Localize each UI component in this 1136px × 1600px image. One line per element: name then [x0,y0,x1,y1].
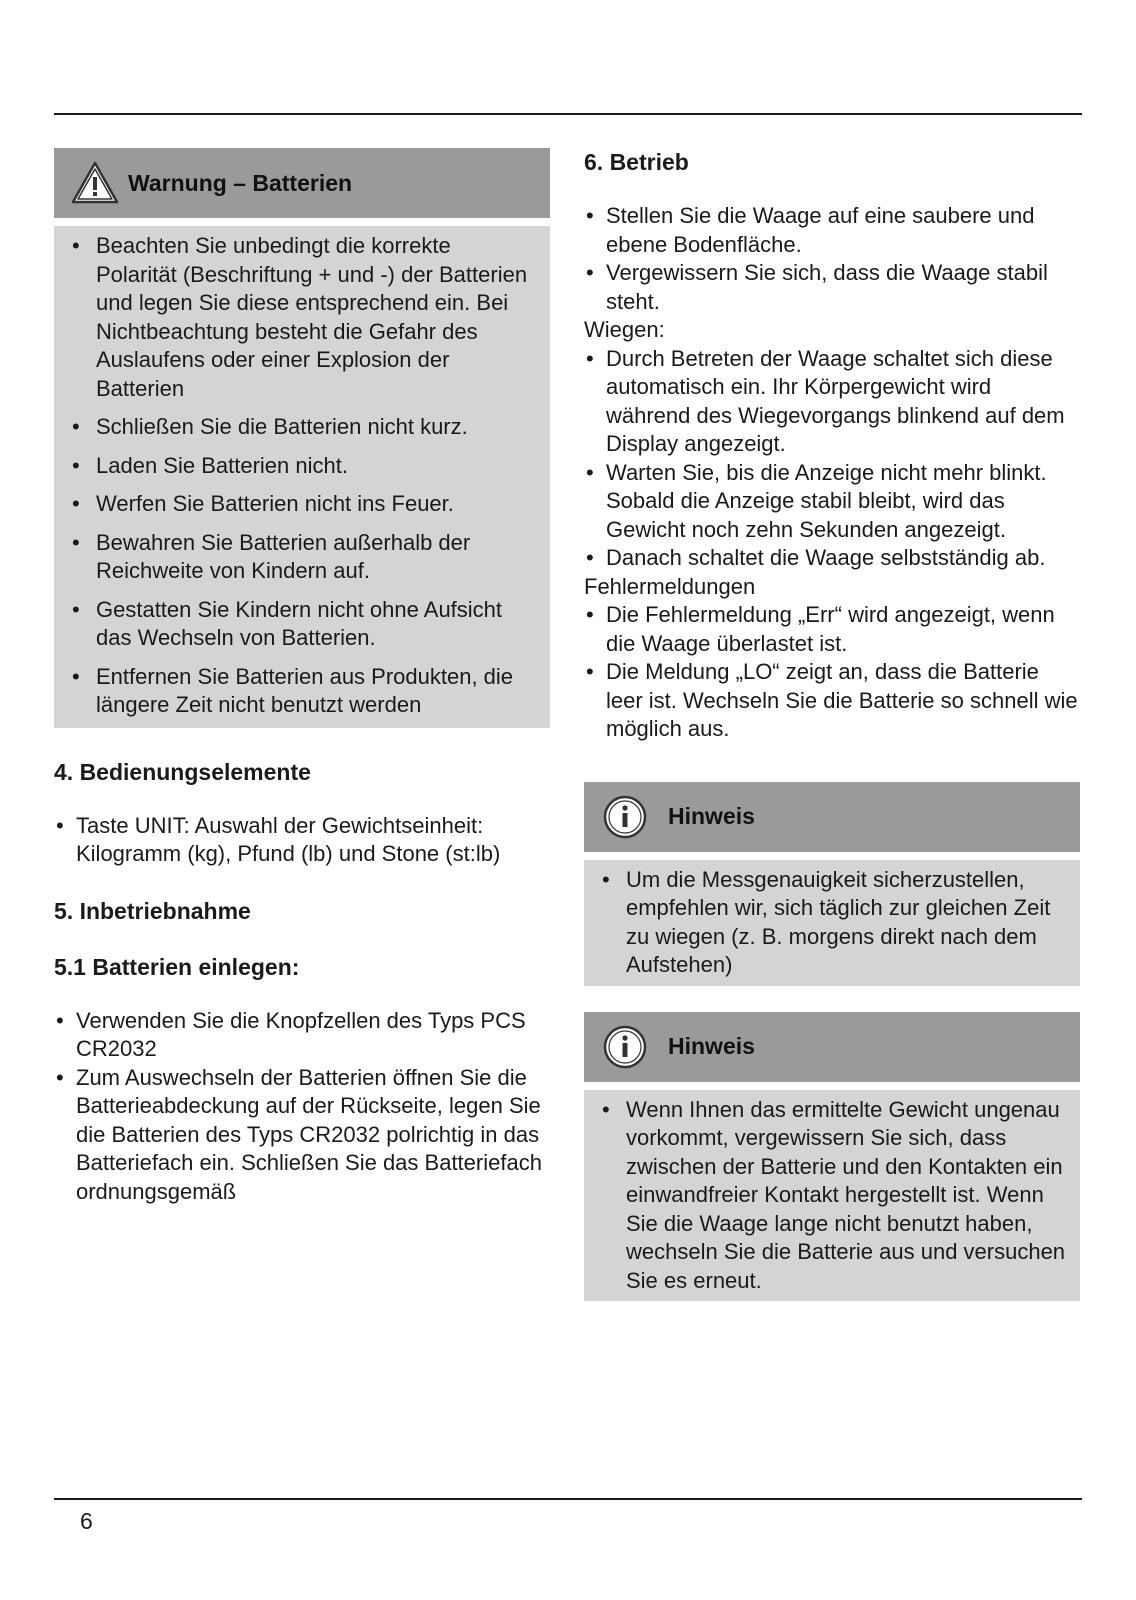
section-6-heading: 6. Betrieb [584,149,689,175]
note-title: Hinweis [668,1033,755,1059]
note-header [584,782,1080,852]
list-item: • Zum Auswechseln der Batterien öffnen Sie die Batterieabdeckung auf der Rückseite, legen Sie die Batterien des Typs CR2032 polrichtig in das Batteriefach ein. Schließen Sie das Batteriefach ordnungsgemäß [54,1064,550,1207]
list-item: • Warten Sie, bis die Anzeige nicht mehr blinkt. Sobald die Anzeige stabil bleibt, wird das Gewicht noch zehn Sekunden angezeigt. [584,459,1080,545]
list-item: • Vergewissern Sie sich, dass die Waage stabil steht. [584,259,1080,316]
left-column [54,148,550,1206]
warning-item: • Bewahren Sie Batterien außerhalb der Reichweite von Kindern auf. [72,529,536,586]
list-item: • Stellen Sie die Waage auf eine saubere und ebene Bodenfläche. [584,202,1080,259]
list-item: • Danach schaltet die Waage selbstständig ab. [584,544,1080,573]
note-item: • Wenn Ihnen das ermittelte Gewicht ungenau vorkommt, vergewissern Sie sich, dass zwischen der Batterie und den Kontakten ein einwandfreier Kontakt hergestellt ist. Wenn Sie die Waage lange nicht benutzt haben, wechseln Sie die Batterie aus und versuchen Sie es erneut. [602,1096,1066,1296]
warning-item: • Schließen Sie die Batterien nicht kurz. [72,413,536,442]
section-6-list-c [584,601,1080,744]
warning-item: • Werfen Sie Batterien nicht ins Feuer. [72,490,536,519]
note-item: • Um die Messgenauigkeit sicherzustellen, empfehlen wir, sich täglich zur gleichen Zeit zu wiegen (z. B. morgens direkt nach dem Aufstehen) [602,866,1066,980]
section-6-list-a [584,202,1080,316]
note-body [584,1090,1080,1302]
note-box [584,1012,1080,1302]
section-5-1-heading: 5.1 Batterien einlegen: [54,953,300,980]
section-5-heading: 5. Inbetriebnahme [54,897,251,924]
warning-item: • Gestatten Sie Kindern nicht ohne Aufsicht das Wechseln von Batterien. [72,596,536,653]
section-4-list [54,812,550,869]
list-item: • Durch Betreten der Waage schaltet sich diese automatisch ein. Ihr Körpergewicht wird während des Wiegevorgangs blinkend auf dem Display angezeigt. [584,345,1080,459]
warning-title: Warnung – Batterien [128,169,353,196]
section-4-heading: 4. Bedienungselemente [54,758,311,785]
warning-triangle-icon [68,156,122,210]
warning-item: • Laden Sie Batterien nicht. [72,452,536,481]
info-icon [598,790,652,844]
section-6-list-b [584,345,1080,573]
header-rule [54,113,1082,115]
list-item: • Verwenden Sie die Knopfzellen des Typs PCS CR2032 [54,1007,550,1064]
warning-header [54,148,550,218]
note-header [584,1012,1080,1082]
section-5-list [54,1007,550,1207]
info-icon [598,1020,652,1074]
list-item: • Taste UNIT: Auswahl der Gewichtseinheit: Kilogramm (kg), Pfund (lb) und Stone (st:lb) [54,812,550,869]
warning-item: • Beachten Sie unbedingt die korrekte Polarität (Beschriftung + und -) der Batterien und legen Sie diese entsprechend ein. Bei Nichtbeachtung besteht die Gefahr des Auslaufens oder einer Explosion der Batterien [72,232,536,403]
list-item: • Die Fehlermeldung „Err“ wird angezeigt, wenn die Waage überlastet ist. [584,601,1080,658]
right-column [584,148,1080,1301]
note-box [584,782,1080,986]
warning-box [54,148,550,728]
errors-label: Fehlermeldungen [584,573,756,599]
weighing-label: Wiegen: [584,317,665,342]
warning-item: • Entfernen Sie Batterien aus Produkten, die längere Zeit nicht benutzt werden [72,663,536,720]
warning-body [54,226,550,728]
list-item: • Die Meldung „LO“ zeigt an, dass die Batterie leer ist. Wechseln Sie die Batterie so schnell wie möglich aus. [584,658,1080,744]
footer-rule [54,1498,1082,1500]
note-body [584,860,1080,986]
note-title: Hinweis [668,803,755,829]
page-number: 6 [80,1508,93,1534]
